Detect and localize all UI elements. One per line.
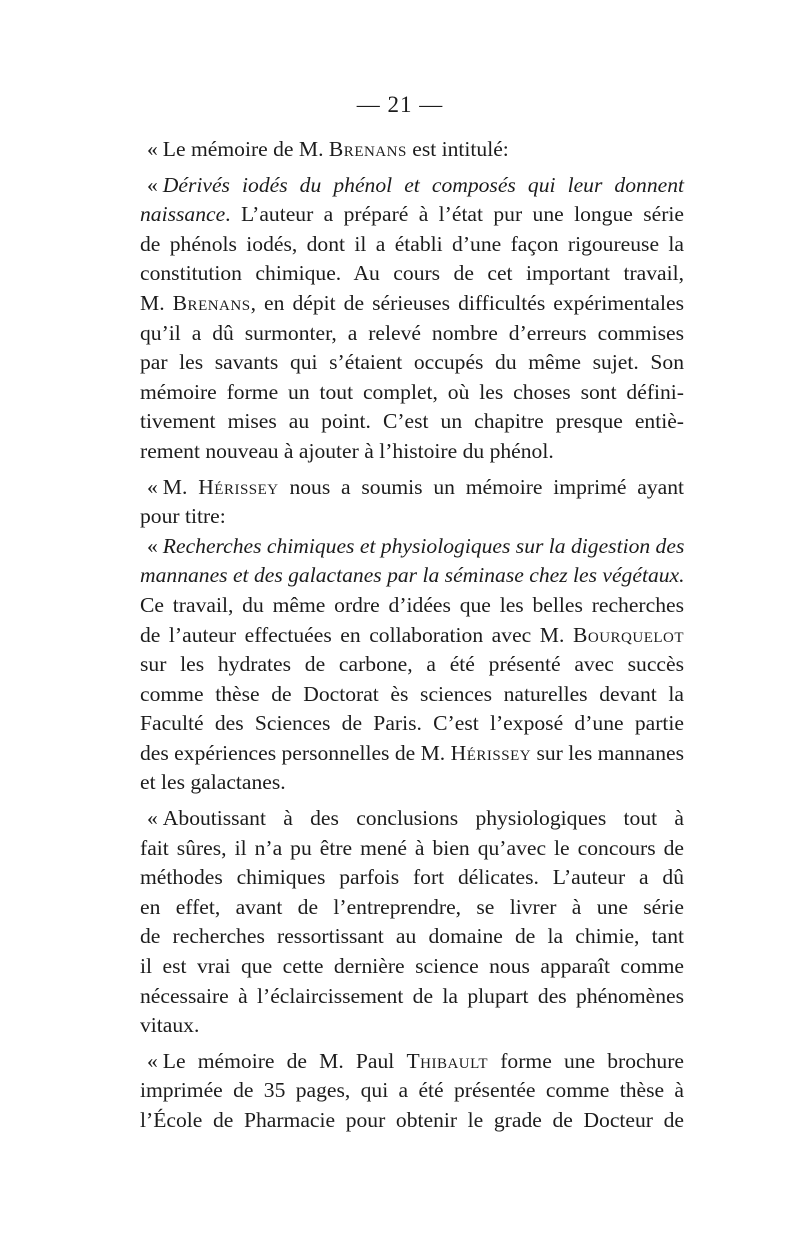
text-run: Le mémoire de M. Paul [162, 1048, 395, 1073]
author-name: Brenans [172, 290, 251, 315]
text-line [140, 804, 684, 834]
text-run: Aboutissant à des conclusions physiologiques tout à [162, 806, 684, 831]
text-line: comme thèse de Doctorat ès sciences naturelles devant la [140, 681, 684, 706]
text-line: rement nouveau à ajouter à l’histoire du phénol. [140, 438, 554, 463]
open-quote: « [147, 806, 158, 831]
text-run: M. [162, 474, 188, 499]
text-run: forme une brochure [500, 1048, 684, 1073]
text-line: Ce travail, du même ordre d’idées que les belles recherches [140, 592, 684, 617]
text-line [140, 171, 684, 201]
text-run: est intitulé: [412, 137, 509, 161]
text-line [140, 561, 684, 591]
paragraph-brenans-review [140, 171, 684, 467]
text-line [140, 739, 684, 769]
open-quote: « [147, 172, 158, 197]
open-quote: « [147, 137, 158, 161]
text-line: pour titre: [140, 504, 226, 529]
text-line: imprimée de 35 pages, qui a été présentée comme thèse à [140, 1078, 684, 1103]
text-line: l’École de Pharmacie pour obtenir le grade de Docteur de [140, 1108, 684, 1132]
page-number: — 21 — [356, 92, 444, 117]
text-line [140, 621, 684, 651]
text-line [140, 473, 684, 503]
text-line [140, 1047, 684, 1077]
text-line: méthodes chimiques parfois fort délicates. L’auteur a dû [140, 865, 684, 890]
text-line: fait sûres, il n’a pu être mené à bien qu’avec le concours de [140, 835, 684, 860]
text-line: vitaux. [140, 1013, 200, 1038]
text-line: mémoire forme un tout complet, où les choses sont défini- [140, 379, 684, 404]
text-run: sur les mannanes [536, 740, 684, 765]
text-line [140, 289, 684, 319]
text-run: de l’auteur effectuées en collaboration avec M. [140, 622, 565, 647]
text-line: Faculté des Sciences de Paris. C’est l’exposé d’une partie [140, 711, 684, 736]
text-line [140, 200, 684, 230]
text-line [140, 135, 684, 165]
paragraph-herissey-review [140, 532, 684, 798]
text-run: des expériences personnelles de M. [140, 740, 446, 765]
text-run: M. [140, 290, 165, 315]
work-title: Recherches chimiques et physiologiques sur la digestion des [162, 533, 685, 558]
body-text [140, 135, 684, 1136]
author-name: Brenans [328, 137, 407, 161]
text-line: tivement mises au point. C’est un chapitre presque entiè- [140, 409, 684, 434]
open-quote: « [147, 533, 158, 558]
paragraph-herissey-intro [140, 473, 684, 532]
text-run: , en dépit de sérieuses difficultés expérimentales [250, 290, 684, 315]
text-run: nous a soumis un mémoire imprimé ayant [289, 474, 685, 499]
author-name: Hérissey [198, 474, 279, 499]
text-line: de phénols iodés, dont il a établi d’une façon rigoureuse la [140, 231, 684, 256]
text-line: qu’il a dû surmonter, a relevé nombre d’erreurs commises [140, 320, 684, 345]
text-run: Le mémoire de M. [162, 137, 324, 161]
author-name: Thibault [406, 1048, 489, 1073]
text-line: de recherches ressortissant au domaine de la chimie, tant [140, 924, 684, 949]
work-title: naissance [140, 202, 226, 227]
work-title: Dérivés iodés du phénol et composés qui leur donnent [162, 172, 684, 197]
text-line: et les galactanes. [140, 770, 286, 795]
paragraph-herissey-conclusions [140, 804, 684, 1041]
paragraph-thibault-intro [140, 1047, 684, 1136]
open-quote: « [147, 1048, 158, 1073]
open-quote: « [147, 474, 158, 499]
paragraph-brenans-intro [140, 135, 684, 165]
author-name: Hérissey [450, 740, 532, 765]
text-line: constitution chimique. Au cours de cet important travail, [140, 261, 684, 286]
text-line: il est vrai que cette dernière science nous apparaît comme [140, 954, 684, 979]
author-name: Bourquelot [572, 622, 685, 647]
text-run: . L’auteur a préparé à l’état pur une longue série [225, 202, 684, 227]
text-line: en effet, avant de l’entreprendre, se livrer à une série [140, 894, 684, 919]
work-title: mannanes et des galactanes par la séminase chez les végétaux. [140, 563, 685, 588]
text-line: par les savants qui s’étaient occupés du même sujet. Son [140, 350, 684, 375]
text-line: nécessaire à l’éclaircissement de la plupart des phénomènes [140, 983, 684, 1008]
text-line: sur les hydrates de carbone, a été présenté avec succès [140, 652, 684, 677]
text-line [140, 532, 684, 562]
